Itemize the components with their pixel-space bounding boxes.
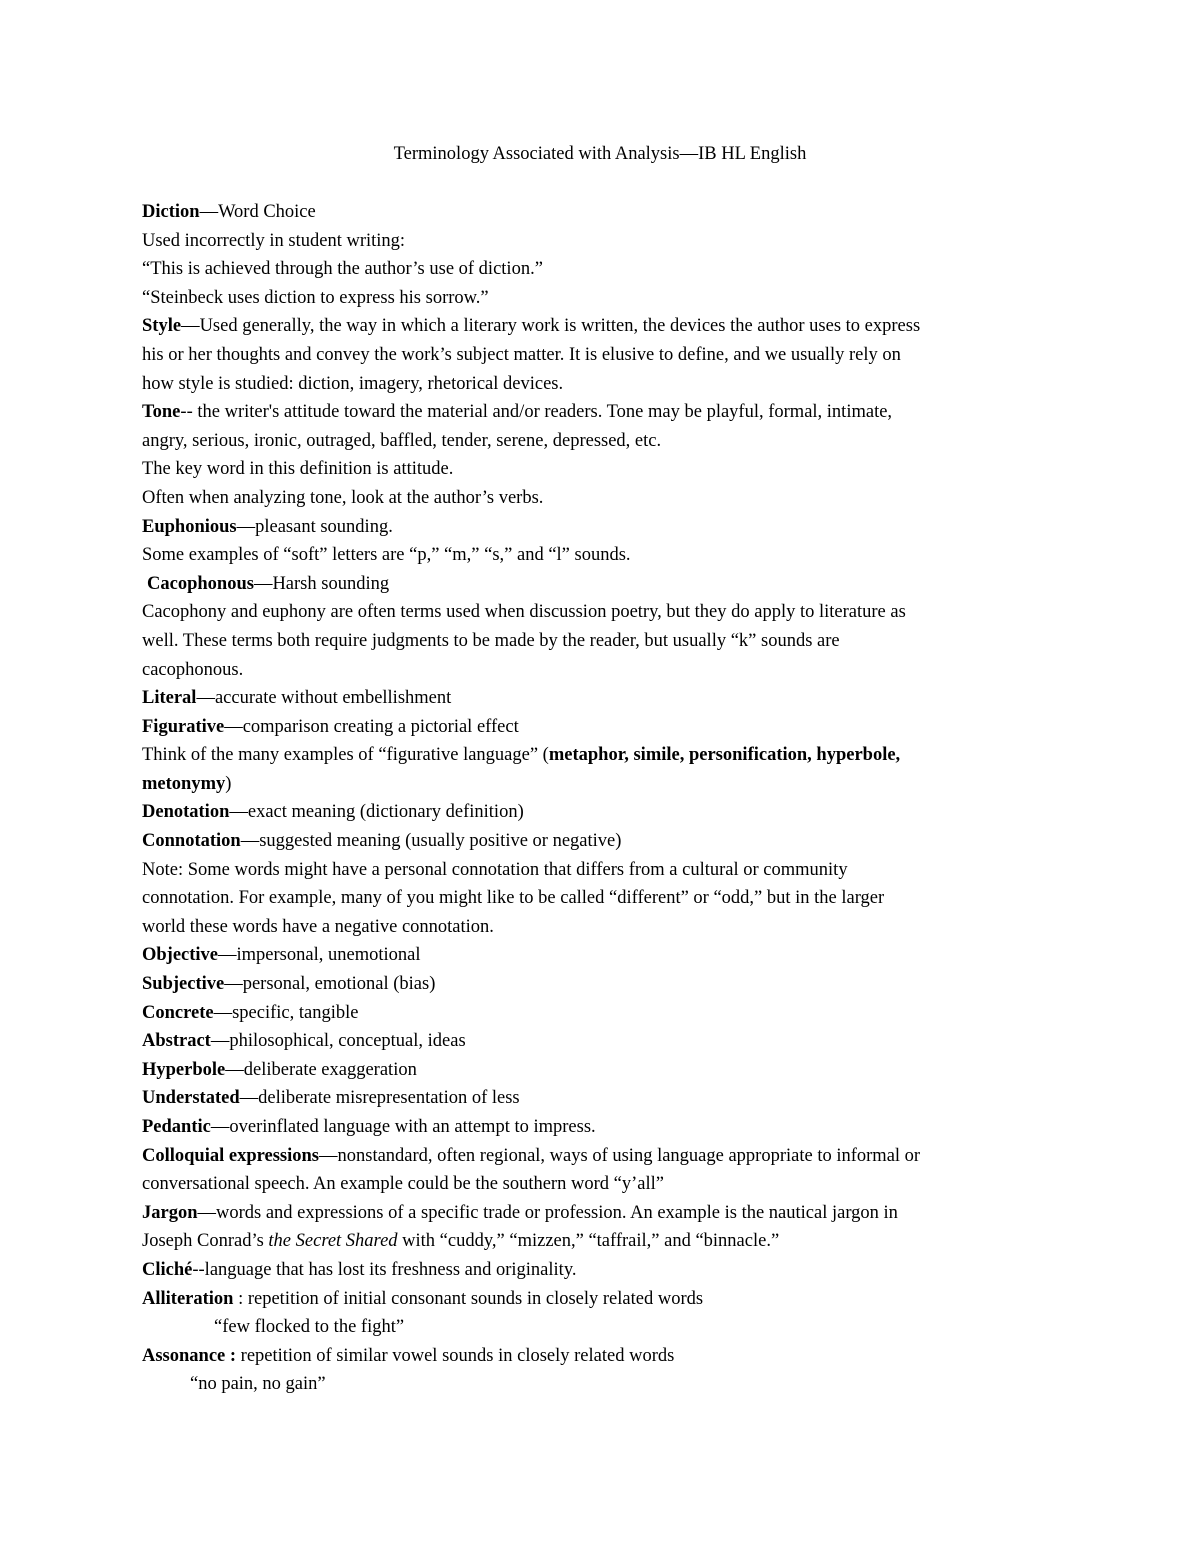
book-title: the Secret Shared xyxy=(268,1231,398,1252)
entry-euphonious xyxy=(142,513,1057,542)
entry-literal xyxy=(142,684,1057,713)
term: Abstract xyxy=(142,1031,211,1052)
definition: —pleasant sounding. xyxy=(236,516,393,537)
term: Understated xyxy=(142,1088,240,1109)
entry-objective xyxy=(142,941,1057,970)
definition: —exact meaning (dictionary definition) xyxy=(229,802,524,823)
term: Connotation xyxy=(142,831,241,852)
definition-line xyxy=(142,1227,1057,1256)
note-line: world these words have a negative connotation. xyxy=(142,916,494,937)
term: Diction xyxy=(142,202,200,222)
definition: —nonstandard, often regional, ways of using language appropriate to informal or xyxy=(319,1145,921,1166)
definition: —suggested meaning (usually positive or negative) xyxy=(240,831,622,852)
term: Euphonious xyxy=(142,516,237,537)
definition: —overinflated language with an attempt to impress. xyxy=(210,1117,596,1137)
note-line: Often when analyzing tone, look at the author’s verbs. xyxy=(142,487,544,508)
entry-hyperbole xyxy=(142,1056,1057,1085)
definition: -- the writer's attitude toward the material and/or readers. Tone may be playful, formal, intimate, xyxy=(180,402,893,423)
term: Style xyxy=(142,316,182,337)
definition: —specific, tangible xyxy=(213,1002,359,1023)
figurative-examples: metaphor, simile, personification, hyperbole, xyxy=(548,745,901,766)
term: Literal xyxy=(142,688,197,709)
note-line: “This is achieved through the author’s use of diction.” xyxy=(142,259,543,280)
term: Figurative xyxy=(142,716,225,737)
entry-abstract xyxy=(142,1027,1057,1056)
definition-text: with “cuddy,” “mizzen,” “taffrail,” and “binnacle.” xyxy=(397,1231,780,1252)
note-line xyxy=(142,741,1057,770)
note-text: ) xyxy=(225,773,232,794)
definition: —impersonal, unemotional xyxy=(218,945,421,966)
definition-line: how style is studied: diction, imagery, rhetorical devices. xyxy=(142,373,564,394)
definition: —deliberate misrepresentation of less xyxy=(239,1088,520,1109)
terminology-list xyxy=(142,198,1057,1399)
term: Hyperbole xyxy=(142,1059,226,1080)
definition: —Word Choice xyxy=(199,202,316,222)
note-line: cacophonous. xyxy=(142,659,244,680)
note-line: Note: Some words might have a personal connotation that differs from a cultural or community xyxy=(142,859,848,880)
term: Cacophonous xyxy=(147,573,254,594)
entry-denotation xyxy=(142,798,1057,827)
term: Concrete xyxy=(142,1002,214,1023)
entry-alliteration xyxy=(142,1285,1057,1314)
definition: —words and expressions of a specific trade or profession. An example is the nautical jargon in xyxy=(197,1202,898,1223)
page-title: Terminology Associated with Analysis—IB HL English xyxy=(393,144,807,164)
definition-line: conversational speech. An example could be the southern word “y’all” xyxy=(142,1174,664,1195)
note-line: Cacophony and euphony are often terms used when discussion poetry, but they do apply to literature as xyxy=(142,602,906,623)
figurative-examples: metonymy xyxy=(142,773,226,794)
definition-line: angry, serious, ironic, outraged, baffled, tender, serene, depressed, etc. xyxy=(142,430,662,451)
note-line: connotation. For example, many of you might like to be called “different” or “odd,” but in the larger xyxy=(142,888,885,909)
entry-tone xyxy=(142,398,1057,427)
term: Subjective xyxy=(142,974,225,995)
example-line: “few flocked to the fight” xyxy=(214,1317,405,1338)
entry-connotation xyxy=(142,827,1057,856)
entry-concrete xyxy=(142,999,1057,1028)
entry-colloquial xyxy=(142,1142,1057,1171)
entry-assonance xyxy=(142,1342,1057,1371)
term: Denotation xyxy=(142,802,230,823)
term: Jargon xyxy=(142,1202,198,1223)
definition: —comparison creating a pictorial effect xyxy=(224,716,519,737)
term: Colloquial expressions xyxy=(142,1145,319,1166)
entry-style xyxy=(142,312,1057,341)
note-line: Used incorrectly in student writing: xyxy=(142,230,406,251)
note-line: The key word in this definition is attitude. xyxy=(142,459,454,480)
definition: —Harsh sounding xyxy=(253,573,390,594)
definition-text: Joseph Conrad’s xyxy=(142,1231,269,1252)
term: Alliteration xyxy=(142,1288,234,1309)
definition: : repetition of initial consonant sounds in closely related words xyxy=(233,1288,704,1309)
entry-understated xyxy=(142,1084,1057,1113)
note-line xyxy=(142,770,1057,799)
entry-cliche xyxy=(142,1256,1057,1285)
term: Assonance : xyxy=(142,1345,237,1366)
entry-cacophonous xyxy=(142,570,1057,599)
example-line: “no pain, no gain” xyxy=(190,1374,326,1395)
term: Pedantic xyxy=(142,1117,211,1137)
definition: repetition of similar vowel sounds in closely related words xyxy=(236,1345,675,1366)
definition: —deliberate exaggeration xyxy=(225,1059,417,1080)
entry-subjective xyxy=(142,970,1057,999)
definition: --language that has lost its freshness and originality. xyxy=(192,1259,577,1280)
definition-line: his or her thoughts and convey the work’s subject matter. It is elusive to define, and we usually rely on xyxy=(142,344,901,365)
definition: —Used generally, the way in which a literary work is written, the devices the author uses to express xyxy=(181,316,921,337)
term: Objective xyxy=(142,945,219,966)
term: Cliché xyxy=(142,1259,193,1280)
entry-pedantic xyxy=(142,1113,1057,1142)
note-line: “Steinbeck uses diction to express his sorrow.” xyxy=(142,287,489,308)
definition: —philosophical, conceptual, ideas xyxy=(210,1031,466,1052)
definition: —personal, emotional (bias) xyxy=(224,974,436,995)
entry-jargon xyxy=(142,1199,1057,1228)
entry-diction xyxy=(142,198,1057,227)
note-line: Some examples of “soft” letters are “p,” “m,” “s,” and “l” sounds. xyxy=(142,545,631,566)
entry-figurative xyxy=(142,713,1057,742)
note-text: Think of the many examples of “figurative language” ( xyxy=(142,745,549,766)
term: Tone xyxy=(142,402,181,423)
note-line: well. These terms both require judgments to be made by the reader, but usually “k” sounds are xyxy=(142,630,840,651)
definition: —accurate without embellishment xyxy=(196,688,452,709)
